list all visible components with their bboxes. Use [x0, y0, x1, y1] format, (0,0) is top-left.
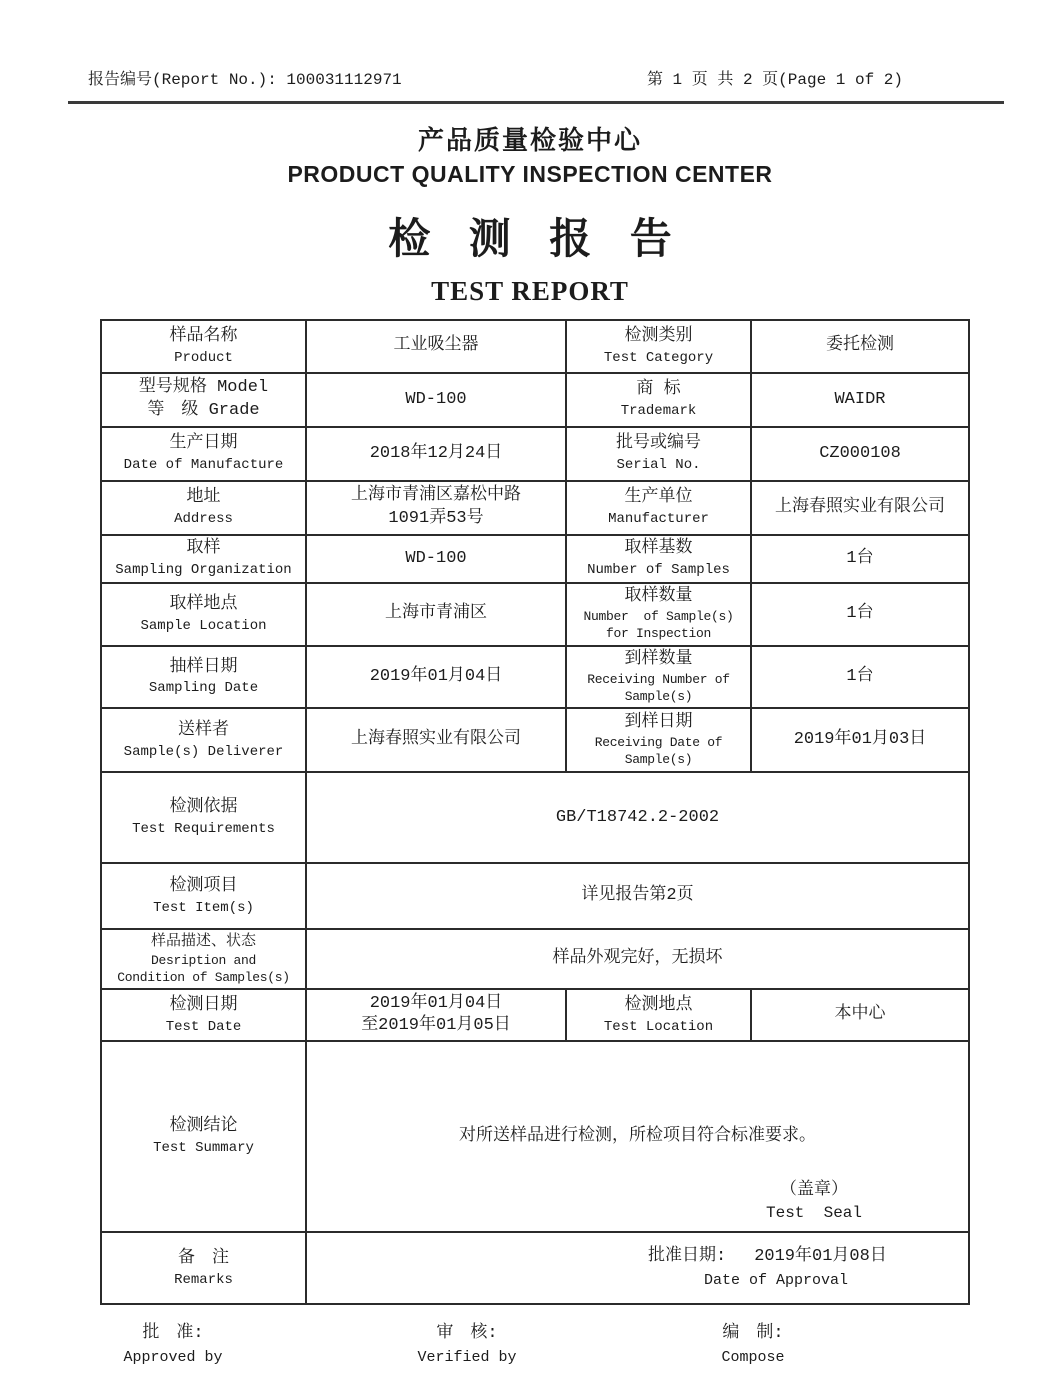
- label-test-summary: [101, 1041, 306, 1232]
- label-zh: 取样: [186, 539, 221, 559]
- label-en: Address: [174, 511, 233, 528]
- summary-text: 对所送样品进行检测，所检项目符合标准要求。: [459, 1126, 816, 1146]
- label-remarks: [101, 1232, 306, 1304]
- row-test-date: [101, 989, 969, 1041]
- row-test-summary: [101, 1041, 969, 1232]
- label-test-requirements: [101, 772, 306, 863]
- value-remarks: [306, 1232, 969, 1304]
- label-en: Condition of Samples(s): [117, 969, 290, 985]
- compose-zh: 编 制:: [722, 1324, 784, 1344]
- value-samples-for-inspection: 1台: [751, 583, 969, 646]
- label-zh: 取样数量: [624, 587, 693, 606]
- row-sample-deliverer: [101, 708, 969, 772]
- seal-en: Test Seal: [765, 1203, 862, 1222]
- label-en: Test Summary: [153, 1140, 254, 1157]
- value-test-date: [306, 989, 566, 1041]
- compose-en: Compose: [721, 1349, 785, 1367]
- label-model-grade: [101, 373, 306, 427]
- label-zh: 检测地点: [624, 995, 693, 1015]
- label-zh: 到样数量: [624, 649, 693, 669]
- label-en: Sampling Date: [148, 680, 259, 697]
- row-address: [101, 481, 969, 535]
- label-line: 等 级 Grade: [147, 401, 260, 420]
- row-sampling-date: [101, 646, 969, 709]
- org-title-zh: 产品质量检验中心: [417, 125, 642, 155]
- label-en: Test Date: [165, 1018, 242, 1035]
- label-en: Test Category: [603, 349, 714, 366]
- row-sample-location: [101, 583, 969, 646]
- value-model: WD-100: [306, 373, 566, 427]
- label-en: Test Item(s): [153, 899, 254, 916]
- label-sampling-organization: [101, 535, 306, 583]
- label-samples-for-inspection: [566, 583, 751, 646]
- value-manufacture-date: 2018年12月24日: [306, 427, 566, 481]
- label-en: Sampling Organization: [115, 562, 292, 579]
- verified-by-en: Verified by: [417, 1349, 517, 1367]
- label-zh: 送样者: [178, 720, 229, 740]
- seal-zh: （盖章）: [779, 1180, 848, 1200]
- row-model-grade: [101, 373, 969, 427]
- page-header: [0, 0, 1060, 89]
- report-title-en: TEST REPORT: [431, 276, 629, 306]
- approval-block: [620, 1246, 932, 1290]
- label-en: Desription and: [150, 952, 257, 968]
- label-zh: 地址: [186, 488, 221, 508]
- label-number-of-samples: [566, 535, 751, 583]
- label-line: 型号规格 Model: [138, 378, 269, 398]
- value-sample-deliverer: 上海春照实业有限公司: [306, 708, 566, 772]
- row-sample-condition: [101, 929, 969, 989]
- value-manufacturer: 上海春照实业有限公司: [751, 481, 969, 535]
- label-zh: 检测项目: [169, 876, 238, 896]
- label-en: for Inspection: [605, 625, 712, 641]
- label-zh: 检测依据: [169, 798, 238, 818]
- value-sampling-organization: WD-100: [306, 535, 566, 583]
- label-sampling-date: [101, 646, 306, 709]
- label-test-date: [101, 989, 306, 1041]
- value-receiving-date: 2019年01月03日: [751, 708, 969, 772]
- approval-date-value: 2019年01月08日: [754, 1247, 887, 1267]
- value-line: 上海市青浦区嘉松中路: [351, 486, 521, 506]
- label-zh: 检测结论: [169, 1117, 238, 1137]
- label-manufacture-date: [101, 427, 306, 481]
- signature-row: [0, 1323, 1060, 1393]
- value-test-items: 详见报告第2页: [306, 863, 969, 929]
- label-en: Number of Sample(s): [583, 608, 734, 624]
- row-remarks: [101, 1232, 969, 1304]
- label-test-location: [566, 989, 751, 1041]
- spacer: [726, 1246, 754, 1269]
- value-serial-no: CZ000108: [751, 427, 969, 481]
- label-en: Date of Manufacture: [123, 457, 284, 474]
- label-zh: 生产日期: [169, 434, 238, 454]
- test-seal: [766, 1180, 862, 1224]
- label-en: Serial No.: [616, 457, 701, 474]
- verified-by-block: [402, 1323, 532, 1367]
- org-title-en: PRODUCT QUALITY INSPECTION CENTER: [287, 161, 773, 187]
- label-zh: 检测类别: [624, 326, 693, 346]
- label-en: Manufacturer: [608, 511, 709, 528]
- row-sampling-organization: [101, 535, 969, 583]
- test-report-table: [100, 319, 970, 1305]
- value-product: 工业吸尘器: [306, 320, 566, 373]
- row-test-requirements: [101, 772, 969, 863]
- value-line: 1091弄53号: [388, 509, 484, 528]
- header-divider: [68, 101, 1004, 104]
- label-zh: 生产单位: [624, 488, 693, 508]
- value-test-location: 本中心: [751, 989, 969, 1041]
- label-zh: 样品描述、状态: [150, 933, 256, 951]
- label-en: Sample(s): [624, 751, 693, 767]
- label-test-category: [566, 320, 751, 373]
- row-test-items: [101, 863, 969, 929]
- value-test-category: 委托检测: [751, 320, 969, 373]
- value-receiving-number: 1台: [751, 646, 969, 709]
- value-sample-location: 上海市青浦区: [306, 583, 566, 646]
- page-indicator: 第 1 页 共 2 页(Page 1 of 2): [646, 71, 903, 89]
- value-address: [306, 481, 566, 535]
- row-product: [101, 320, 969, 373]
- label-zh: 取样基数: [624, 539, 693, 559]
- label-en: Sample(s): [624, 688, 693, 704]
- label-zh: 抽样日期: [169, 657, 238, 677]
- label-zh: 检测日期: [169, 995, 238, 1015]
- approval-date-label: 批准日期:: [648, 1247, 727, 1267]
- approval-date-en: Date of Approval: [703, 1272, 849, 1290]
- label-en: Remarks: [174, 1271, 233, 1288]
- label-sample-condition: [101, 929, 306, 989]
- value-sample-condition: 样品外观完好，无损坏: [306, 929, 969, 989]
- value-sampling-date: 2019年01月04日: [306, 646, 566, 709]
- approved-by-block: [108, 1323, 238, 1367]
- label-en: Product: [174, 349, 233, 366]
- value-line: 2019年01月04日: [369, 993, 503, 1013]
- label-en: Number of Samples: [587, 562, 730, 579]
- label-en: Test Location: [603, 1018, 714, 1035]
- report-number: 报告编号(Report No.): 100031112971: [88, 71, 402, 89]
- label-en: Receiving Date of: [594, 735, 723, 751]
- label-serial-no: [566, 427, 751, 481]
- label-zh: 取样地点: [169, 594, 238, 614]
- value-trademark: WAIDR: [751, 373, 969, 427]
- report-title-zh: 检 测 报 告: [388, 217, 686, 263]
- label-zh: 到样日期: [624, 713, 693, 733]
- compose-block: [688, 1323, 818, 1367]
- label-zh: 备 注: [178, 1248, 229, 1268]
- label-zh: 批号或编号: [616, 434, 701, 454]
- label-en: Trademark: [620, 403, 697, 420]
- label-product: [101, 320, 306, 373]
- label-zh: 样品名称: [169, 326, 238, 346]
- verified-by-zh: 审 核:: [436, 1324, 498, 1344]
- approved-by-zh: 批 准:: [142, 1324, 204, 1344]
- value-line: 至2019年01月05日: [361, 1016, 511, 1036]
- label-receiving-number: [566, 646, 751, 709]
- label-trademark: [566, 373, 751, 427]
- label-receiving-date: [566, 708, 751, 772]
- value-test-summary: [306, 1041, 969, 1232]
- label-test-items: [101, 863, 306, 929]
- label-en: Test Requirements: [132, 821, 275, 838]
- label-manufacturer: [566, 481, 751, 535]
- label-address: [101, 481, 306, 535]
- approved-by-en: Approved by: [123, 1349, 223, 1367]
- label-en: Sample Location: [140, 617, 267, 634]
- value-number-of-samples: 1台: [751, 535, 969, 583]
- row-manufacture-date: [101, 427, 969, 481]
- value-test-requirements: GB/T18742.2-2002: [306, 772, 969, 863]
- label-zh: 商 标: [636, 380, 681, 400]
- label-sample-location: [101, 583, 306, 646]
- label-sample-deliverer: [101, 708, 306, 772]
- label-en: Sample(s) Deliverer: [123, 743, 284, 760]
- label-en: Receiving Number of: [587, 671, 730, 687]
